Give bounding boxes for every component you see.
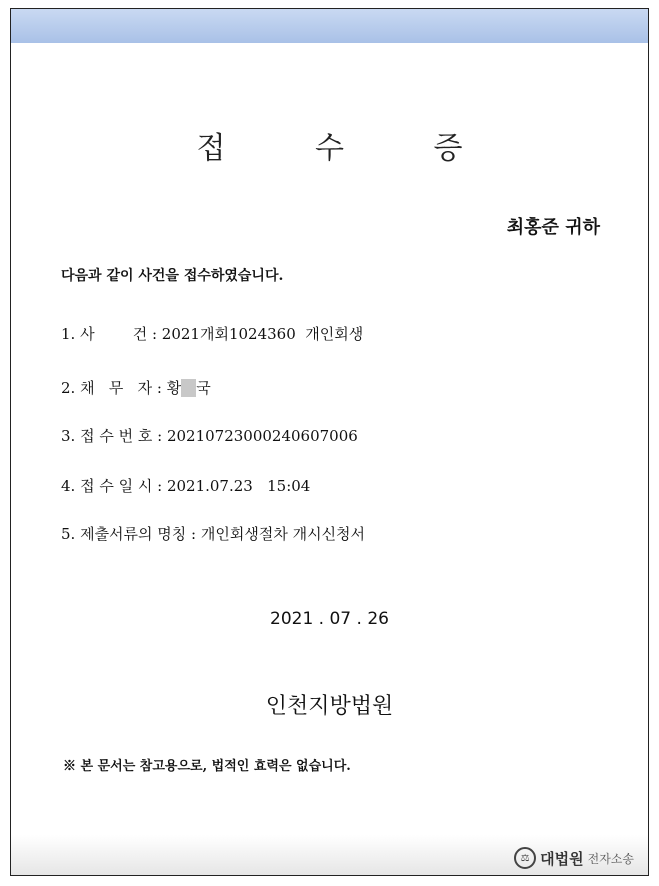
footer-band [11,835,648,875]
item-case-value: 2021개회1024360 개인회생 [161,325,364,343]
receipt-document [10,8,649,876]
logo-sub-text: 전자소송 [587,851,634,866]
item-receipt-datetime-label: 4. 접 수 일 시 : [61,477,167,495]
item-document-name-value: 개인회생절차 개시신청서 [200,525,366,543]
item-document-name-label: 5. 제출서류의 명칭 : [61,525,201,543]
item-debtor-value-pre: 황 [166,379,182,397]
court-emblem-icon: ⚖ [514,847,536,869]
item-debtor-value-post: 국 [196,379,211,397]
item-debtor-label: 2. 채 무 자 : [61,379,167,397]
item-debtor [61,377,211,398]
item-receipt-number-label: 3. 접 수 번 호 : [61,427,167,445]
item-receipt-datetime-value: 2021.07.23 15:04 [166,477,311,495]
disclaimer-note: ※ 본 문서는 참고용으로, 법적인 효력은 없습니다. [63,759,351,774]
court-name: 인천지방법원 [265,694,394,719]
item-case-label: 1. 사 건 : [61,325,162,343]
header-band [11,9,648,43]
supreme-court-logo [514,847,634,869]
logo-main-text: 대법원 [540,849,584,868]
item-case [61,323,363,344]
issue-date: 2021 . 07 . 26 [270,609,389,629]
item-receipt-number [61,425,358,446]
item-receipt-number-value: 20210723000240607006 [166,427,358,445]
document-title: 접 수 증 [196,131,503,166]
item-receipt-datetime [61,475,310,496]
item-document-name [61,523,365,544]
intro-text: 다음과 같이 사건을 접수하였습니다. [61,268,284,284]
redaction-box [181,379,196,397]
recipient: 최홍준 귀하 [506,217,600,238]
